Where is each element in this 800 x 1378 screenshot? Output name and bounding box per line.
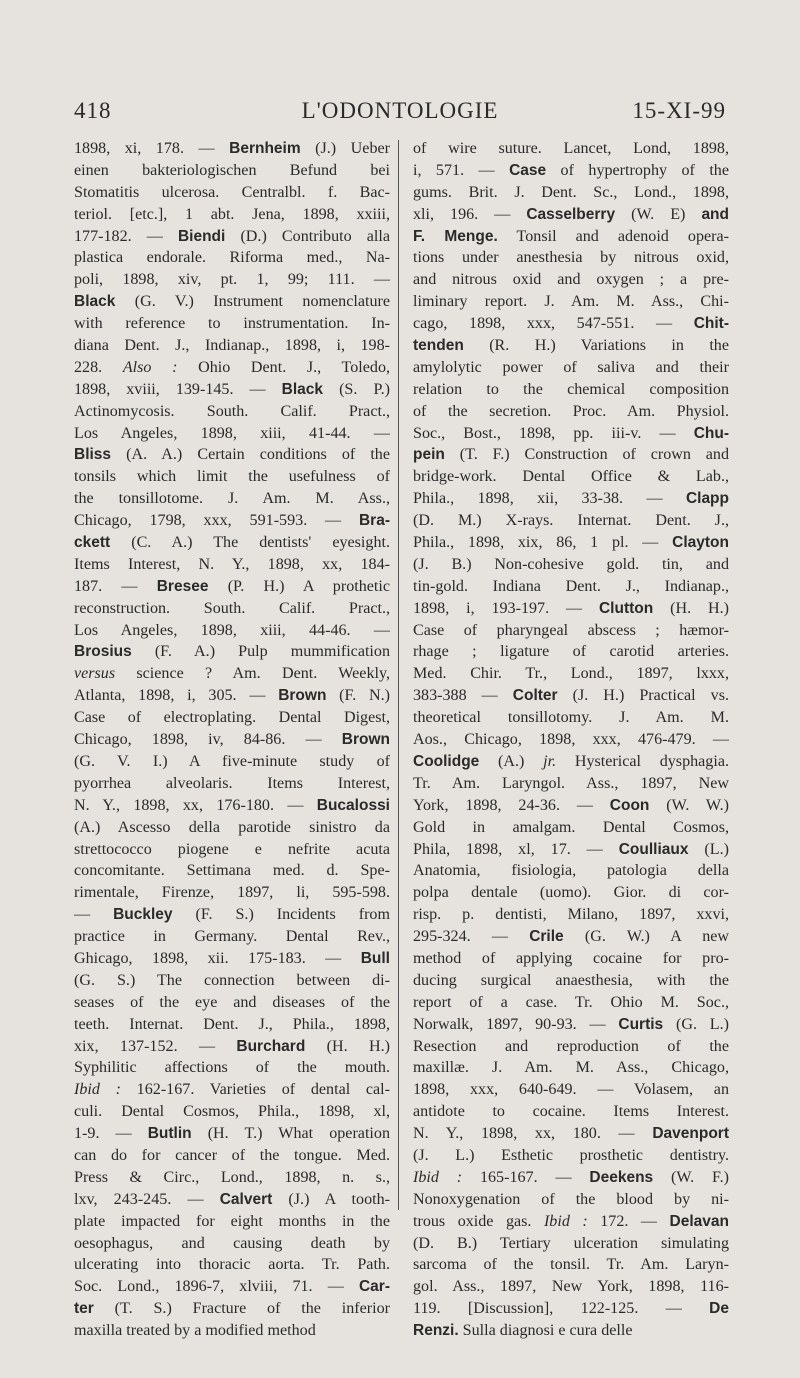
text-segment: amylolytic power of saliva and their (413, 358, 729, 376)
text-segment: tin-gold. Indiana Dent. J., Indianap., (413, 577, 729, 595)
text-line (413, 576, 729, 598)
text-segment: practice in Germany. Dental Rev., (74, 928, 390, 946)
text-line (413, 1014, 729, 1036)
text-segment: rimentale, Firenze, 1897, li, 595-598. (74, 884, 390, 902)
text-segment: Aos., Chicago, 1898, xxx, 476-479. — (413, 731, 729, 749)
text-line (413, 138, 729, 160)
text-line (74, 532, 390, 554)
text-line (74, 1145, 390, 1167)
text-line (413, 510, 729, 532)
text-line (413, 423, 729, 445)
text-segment: (W. W.) (649, 796, 729, 814)
text-segment: (J.) Ueber (300, 140, 390, 157)
text-line (413, 948, 729, 970)
text-line (413, 685, 729, 707)
text-segment: (T. S.) Fracture of the inferior (93, 1300, 390, 1318)
text-segment: risp. p. dentisti, Milano, 1897, xxvi, (413, 906, 729, 924)
text-segment: Chicago, 1798, xxx, 591-593. — (74, 512, 359, 530)
text-segment: Soc., Bost., 1898, pp. iii-v. — (413, 424, 694, 442)
text-line (413, 1276, 729, 1298)
text-line (74, 226, 390, 248)
italic-text: versus (74, 665, 116, 683)
text-segment: maxilla treated by a modified method (74, 1322, 316, 1340)
text-line (74, 269, 390, 291)
author-name: ckett (74, 534, 111, 552)
text-line (413, 204, 729, 226)
text-segment: (D. B.) Tertiary ulceration simulating (413, 1234, 729, 1252)
text-segment: culi. Dental Cosmos, Phila., 1898, xl, (74, 1103, 390, 1121)
text-segment: pyorrhea alveolaris. Items Interest, (74, 774, 390, 792)
text-line (74, 860, 390, 882)
text-line (413, 663, 729, 685)
text-line (74, 138, 390, 160)
author-name: De (709, 1300, 729, 1318)
text-segment: Phila, 1898, xl, 17. — (413, 840, 619, 858)
text-line (413, 860, 729, 882)
text-line (74, 1320, 390, 1342)
author-name: Bra- (358, 512, 390, 530)
text-segment: Tonsil and adenoid opera- (497, 227, 729, 245)
italic-text: Ibid : (543, 1212, 588, 1230)
author-name: Black (74, 293, 116, 311)
text-segment: 383-388 — (413, 687, 513, 705)
text-segment: report of a case. Tr. Ohio M. Soc., (413, 993, 729, 1011)
text-segment: plate impacted for eight months in the (74, 1212, 390, 1230)
text-line (413, 1101, 729, 1123)
author-name: Buckley (113, 906, 173, 924)
issue-date: 15-XI-99 (632, 98, 726, 123)
author-name: Clutton (598, 599, 654, 617)
text-segment: can do for cancer of the tongue. Med. (74, 1146, 390, 1164)
text-line (413, 1233, 729, 1255)
text-line (413, 839, 729, 861)
text-segment: (G. W.) A new (563, 928, 730, 946)
text-line (413, 488, 729, 510)
text-segment: lxv, 243-245. — (74, 1190, 220, 1208)
text-line (413, 1123, 729, 1145)
text-line (74, 598, 390, 620)
author-name: Burchard (236, 1037, 306, 1055)
text-segment: (F. A.) Pulp mummification (131, 643, 390, 661)
left-column (74, 138, 390, 1342)
text-segment: (F. N.) (326, 687, 390, 705)
text-line (74, 620, 390, 642)
text-line (74, 1079, 390, 1101)
author-name: Delavan (669, 1212, 729, 1230)
text-segment: method of applying cocaine for pro- (413, 949, 729, 967)
text-segment: Nonoxygenation of the blood by ni- (413, 1190, 729, 1208)
author-name: Curtis (618, 1015, 664, 1033)
text-line (74, 1254, 390, 1276)
text-line (74, 641, 390, 663)
text-line (74, 948, 390, 970)
text-segment: Resection and reproduction of the (413, 1037, 729, 1055)
text-line (413, 1079, 729, 1101)
text-line (74, 1057, 390, 1079)
text-segment: Med. Chir. Tr., Lond., 1897, lxxx, (413, 665, 729, 683)
text-segment: tonsils which limit the usefulness of (74, 468, 390, 486)
author-name: Coolidge (413, 752, 480, 770)
text-segment: Norwalk, 1897, 90-93. — (413, 1015, 619, 1033)
text-segment: sarcoma of the tonsil. Tr. Am. Laryn- (413, 1256, 729, 1274)
text-segment: (W. E) (615, 205, 702, 223)
text-segment: polpa dentale (uomo). Gior. di cor- (413, 884, 729, 902)
text-segment: Items Interest, N. Y., 1898, xx, 184- (74, 555, 390, 573)
text-segment: tions under anesthesia by nitrous oxid, (413, 249, 729, 267)
text-segment: seases of the eye and diseases of the (74, 993, 390, 1011)
text-segment: xli, 196. — (413, 205, 527, 223)
text-segment: of hypertrophy of the (546, 161, 729, 179)
text-line (413, 707, 729, 729)
text-segment: 1898, xviii, 139-145. — (74, 380, 282, 398)
text-segment: ulcerating into thoracic aorta. Tr. Path. (74, 1256, 390, 1274)
text-line (74, 882, 390, 904)
text-line (413, 160, 729, 182)
author-name: Chu- (693, 424, 729, 442)
text-segment: (T. F.) Construction of crown and (444, 446, 729, 464)
page-number: 418 (74, 98, 112, 123)
text-segment: 1898, xi, 178. — (74, 140, 230, 157)
author-name: Bernheim (229, 140, 301, 157)
text-segment: xix, 137-152. — (74, 1037, 237, 1055)
text-segment: theoretical tonsillotomy. J. Am. M. (413, 709, 729, 727)
column-divider (398, 140, 399, 1210)
text-line (413, 1211, 729, 1233)
author-name: Casselberry (526, 205, 616, 223)
author-name: Brown (278, 687, 327, 705)
text-line (74, 247, 390, 269)
text-segment: trous oxide gas. (413, 1212, 544, 1230)
text-line (74, 204, 390, 226)
text-segment: and nitrous oxid and oxygen ; a pre- (413, 271, 729, 289)
author-name: Bliss (74, 446, 112, 464)
text-segment: N. Y., 1898, xx, 180. — (413, 1125, 653, 1143)
text-segment: 165-167. — (462, 1168, 590, 1186)
author-name: Brown (341, 731, 390, 749)
text-segment: 295-324. — (413, 928, 530, 946)
text-line (413, 773, 729, 795)
author-name: Bull (360, 949, 390, 967)
text-segment: Los Angeles, 1898, xiii, 41-44. — (74, 424, 390, 442)
text-line (74, 839, 390, 861)
text-segment: (W. F.) (653, 1168, 729, 1186)
text-line (413, 1254, 729, 1276)
author-name: tenden (413, 337, 464, 355)
text-line (413, 795, 729, 817)
text-segment: plastica endorale. Riforma med., Na- (74, 249, 390, 267)
text-segment: (H. H.) (653, 599, 729, 617)
text-line (74, 751, 390, 773)
text-line (413, 904, 729, 926)
text-line (413, 226, 729, 248)
author-name: Bresee (156, 577, 209, 595)
text-line (74, 992, 390, 1014)
text-line (74, 817, 390, 839)
text-line (413, 1320, 729, 1342)
text-segment: diana Dent. J., Indianap., 1898, i, 198- (74, 337, 390, 355)
author-name: Calvert (219, 1190, 273, 1208)
text-segment: 1-9. — (74, 1125, 148, 1143)
text-line (413, 444, 729, 466)
text-segment: science ? Am. Dent. Weekly, (115, 665, 390, 683)
text-line (74, 401, 390, 423)
text-segment: 187. — (74, 577, 157, 595)
text-segment: Anatomia, fisiologia, patologia della (413, 862, 729, 880)
text-line (413, 466, 729, 488)
text-line (74, 1189, 390, 1211)
text-line (74, 444, 390, 466)
text-line (74, 904, 390, 926)
text-segment: (J. B.) Non-cohesive gold. tin, and (413, 555, 729, 573)
text-segment: (G. L.) (663, 1015, 729, 1033)
text-segment: York, 1898, 24-36. — (413, 796, 610, 814)
text-segment: cago, 1898, xxx, 547-551. — (413, 315, 694, 333)
text-segment: Chicago, 1898, iv, 84-86. — (74, 731, 342, 749)
text-segment: Soc. Lond., 1896-7, xlviii, 71. — (74, 1278, 359, 1296)
text-segment: (A.) (479, 752, 544, 770)
text-line (74, 466, 390, 488)
text-line (413, 970, 729, 992)
text-line (413, 1298, 729, 1320)
text-segment: (A.) Ascesso della parotide sinistro da (74, 818, 390, 836)
text-segment: Phila., 1898, xii, 33-38. — (413, 490, 686, 508)
journal-title: L'ODONTOLOGIE (301, 98, 499, 123)
text-line (74, 291, 390, 313)
text-line (413, 182, 729, 204)
text-line (413, 379, 729, 401)
text-line (74, 182, 390, 204)
text-segment: Case of pharyngeal abscess ; hæmor- (413, 621, 729, 639)
text-segment: poli, 1898, xiv, pt. 1, 99; 111. — (74, 271, 390, 289)
author-name: Brosius (74, 643, 132, 661)
text-segment: Atlanta, 1898, i, 305. — (74, 687, 279, 705)
text-segment: oesophagus, and causing death by (74, 1234, 390, 1252)
text-segment: 177-182. — (74, 227, 178, 245)
text-segment: Press & Circ., Lond., 1898, n. s., (74, 1168, 390, 1186)
author-name: and (701, 205, 729, 223)
text-segment: Sulla diagnosi e cura delle (458, 1322, 633, 1340)
text-segment: 172. — (587, 1212, 670, 1230)
author-name: ter (74, 1300, 94, 1318)
text-segment: (J. L.) Esthetic prosthetic dentistry. (413, 1146, 729, 1164)
author-name: Biendi (177, 227, 226, 245)
text-line (413, 1167, 729, 1189)
text-segment: gums. Brit. J. Dent. Sc., Lond., 1898, (413, 183, 729, 201)
author-name: Coon (609, 796, 650, 814)
italic-text: jr. (543, 752, 557, 770)
text-segment: antidote to cocaine. Items Interest. (413, 1103, 729, 1121)
author-name: Clayton (672, 534, 729, 552)
text-segment: (S. P.) (323, 380, 390, 398)
text-segment: Stomatitis ulcerosa. Centralbl. f. Bac- (74, 183, 390, 201)
text-segment: (G. V. I.) A five-minute study of (74, 752, 390, 770)
text-segment: Ghicago, 1898, xii. 175-183. — (74, 949, 361, 967)
text-segment: 1898, i, 193-197. — (413, 599, 599, 617)
text-segment: 1898, xxx, 640-649. — Volasem, an (413, 1081, 729, 1099)
text-segment: (R. H.) Variations in the (463, 337, 729, 355)
author-name: Deekens (589, 1168, 654, 1186)
text-segment: (C. A.) The dentists' eyesight. (110, 534, 390, 552)
text-line (74, 663, 390, 685)
text-segment: 119. [Discussion], 122-125. — (413, 1300, 710, 1318)
text-segment: of the secretion. Proc. Am. Physiol. (413, 402, 729, 420)
text-line (74, 1167, 390, 1189)
text-segment: teriol. [etc.], 1 abt. Jena, 1898, xxiii, (74, 205, 390, 223)
text-segment: Ohio Dent. J., Toledo, (177, 358, 391, 376)
text-line (413, 926, 729, 948)
text-line (74, 970, 390, 992)
text-line (74, 707, 390, 729)
text-segment: teeth. Internat. Dent. J., Phila., 1898, (74, 1015, 390, 1033)
text-line (74, 1233, 390, 1255)
text-line (74, 926, 390, 948)
text-line (413, 335, 729, 357)
text-line (413, 641, 729, 663)
text-line (74, 313, 390, 335)
text-line (413, 1145, 729, 1167)
text-segment: (G. S.) The connection between di- (74, 971, 390, 989)
text-segment: 228. (74, 358, 123, 376)
text-segment: (P. H.) A prothetic (208, 577, 390, 595)
text-segment: ducing surgical anaesthesia, with the (413, 971, 729, 989)
text-segment: (L.) (688, 840, 729, 858)
text-segment: Los Angeles, 1898, xiii, 44-46. — (74, 621, 390, 639)
text-segment: i, 571. — (413, 161, 510, 179)
text-line (74, 1036, 390, 1058)
text-line (74, 1101, 390, 1123)
text-line (74, 379, 390, 401)
text-segment: Case of electroplating. Dental Digest, (74, 709, 390, 727)
running-header (74, 98, 726, 138)
text-segment: 162-167. Varieties of dental cal- (120, 1081, 390, 1099)
text-line (74, 1211, 390, 1233)
text-line (74, 1276, 390, 1298)
text-segment: N. Y., 1898, xx, 176-180. — (74, 796, 317, 814)
text-segment: rhage ; ligature of carotid arteries. (413, 643, 729, 661)
text-line (413, 992, 729, 1014)
author-name: Car- (358, 1278, 390, 1296)
text-segment: (J.) A tooth- (272, 1190, 390, 1208)
author-name: Butlin (147, 1125, 192, 1143)
text-segment: Hysterical dysphagia. (556, 752, 729, 770)
text-line (74, 1123, 390, 1145)
text-line (74, 510, 390, 532)
author-name: Crile (529, 928, 564, 946)
text-segment: (J. H.) Practical vs. (557, 687, 729, 705)
text-line (74, 160, 390, 182)
author-name: Chit- (693, 315, 729, 333)
text-segment: — (74, 906, 114, 924)
text-line (413, 401, 729, 423)
text-segment: the tonsillotome. J. Am. M. Ass., (74, 490, 390, 508)
text-line (74, 423, 390, 445)
text-segment: relation to the chemical composition (413, 380, 729, 398)
text-line (413, 1036, 729, 1058)
text-segment: (A. A.) Certain conditions of the (111, 446, 390, 464)
author-name: Bucalossi (316, 796, 390, 814)
right-column (413, 138, 729, 1342)
text-line (413, 313, 729, 335)
text-segment: maxillæ. J. Am. M. Ass., Chicago, (413, 1059, 729, 1077)
author-name: Renzi. (413, 1322, 459, 1340)
text-segment: Syphilitic affections of the mouth. (74, 1059, 390, 1077)
text-segment: (D. M.) X-rays. Internat. Dent. J., (413, 512, 729, 530)
text-segment: strettococco piogene e nefrite acuta (74, 840, 390, 858)
author-name: pein (413, 446, 445, 464)
text-segment: (D.) Contributo alla (225, 227, 390, 245)
text-segment: reconstruction. South. Calif. Pract., (74, 599, 390, 617)
text-line (413, 1189, 729, 1211)
text-line (413, 269, 729, 291)
text-line (413, 532, 729, 554)
text-line (74, 685, 390, 707)
text-line (413, 247, 729, 269)
author-name: Black (281, 380, 324, 398)
text-line (74, 554, 390, 576)
text-segment: concomitante. Settimana med. d. Spe- (74, 862, 390, 880)
text-line (74, 357, 390, 379)
text-line (74, 773, 390, 795)
italic-text: Ibid : (413, 1168, 463, 1186)
author-name: Clapp (685, 490, 729, 508)
text-line (74, 1298, 390, 1320)
text-segment: (F. S.) Incidents from (172, 906, 391, 924)
text-segment: with reference to instrumentation. In- (74, 315, 390, 333)
text-line (413, 357, 729, 379)
text-line (413, 882, 729, 904)
text-segment: (H. T.) What operation (191, 1125, 390, 1143)
text-segment: liminary report. J. Am. M. Ass., Chi- (413, 293, 729, 311)
author-name: Colter (512, 687, 558, 705)
text-line (413, 291, 729, 313)
text-line (74, 488, 390, 510)
author-name: Coulliaux (618, 840, 689, 858)
text-line (413, 751, 729, 773)
text-segment: einen bakteriologischen Befund bei (74, 161, 390, 179)
text-line (413, 598, 729, 620)
text-line (413, 554, 729, 576)
text-segment: bridge-work. Dental Office & Lab., (413, 468, 729, 486)
author-name: F. Menge. (413, 227, 498, 245)
text-line (413, 817, 729, 839)
author-name: Case (509, 161, 547, 179)
text-line (74, 1014, 390, 1036)
italic-text: Ibid : (74, 1081, 121, 1099)
text-line (413, 1057, 729, 1079)
text-segment: Phila., 1898, xix, 86, 1 pl. — (413, 534, 673, 552)
text-line (74, 335, 390, 357)
text-segment: of wire suture. Lancet, Lond, 1898, (413, 140, 729, 157)
text-segment: Tr. Am. Laryngol. Ass., 1897, New (413, 774, 729, 792)
text-line (413, 620, 729, 642)
text-segment: Gold in amalgam. Dental Cosmos, (413, 818, 729, 836)
text-line (74, 795, 390, 817)
text-line (74, 576, 390, 598)
author-name: Davenport (652, 1125, 729, 1143)
text-segment: (G. V.) Instrument nomenclature (115, 293, 390, 311)
text-segment: Actinomycosis. South. Calif. Pract., (74, 402, 390, 420)
text-line (74, 729, 390, 751)
italic-text: Also : (122, 358, 178, 376)
text-segment: gol. Ass., 1897, New York, 1898, 116- (413, 1278, 729, 1296)
text-line (413, 729, 729, 751)
text-segment: (H. H.) (305, 1037, 390, 1055)
